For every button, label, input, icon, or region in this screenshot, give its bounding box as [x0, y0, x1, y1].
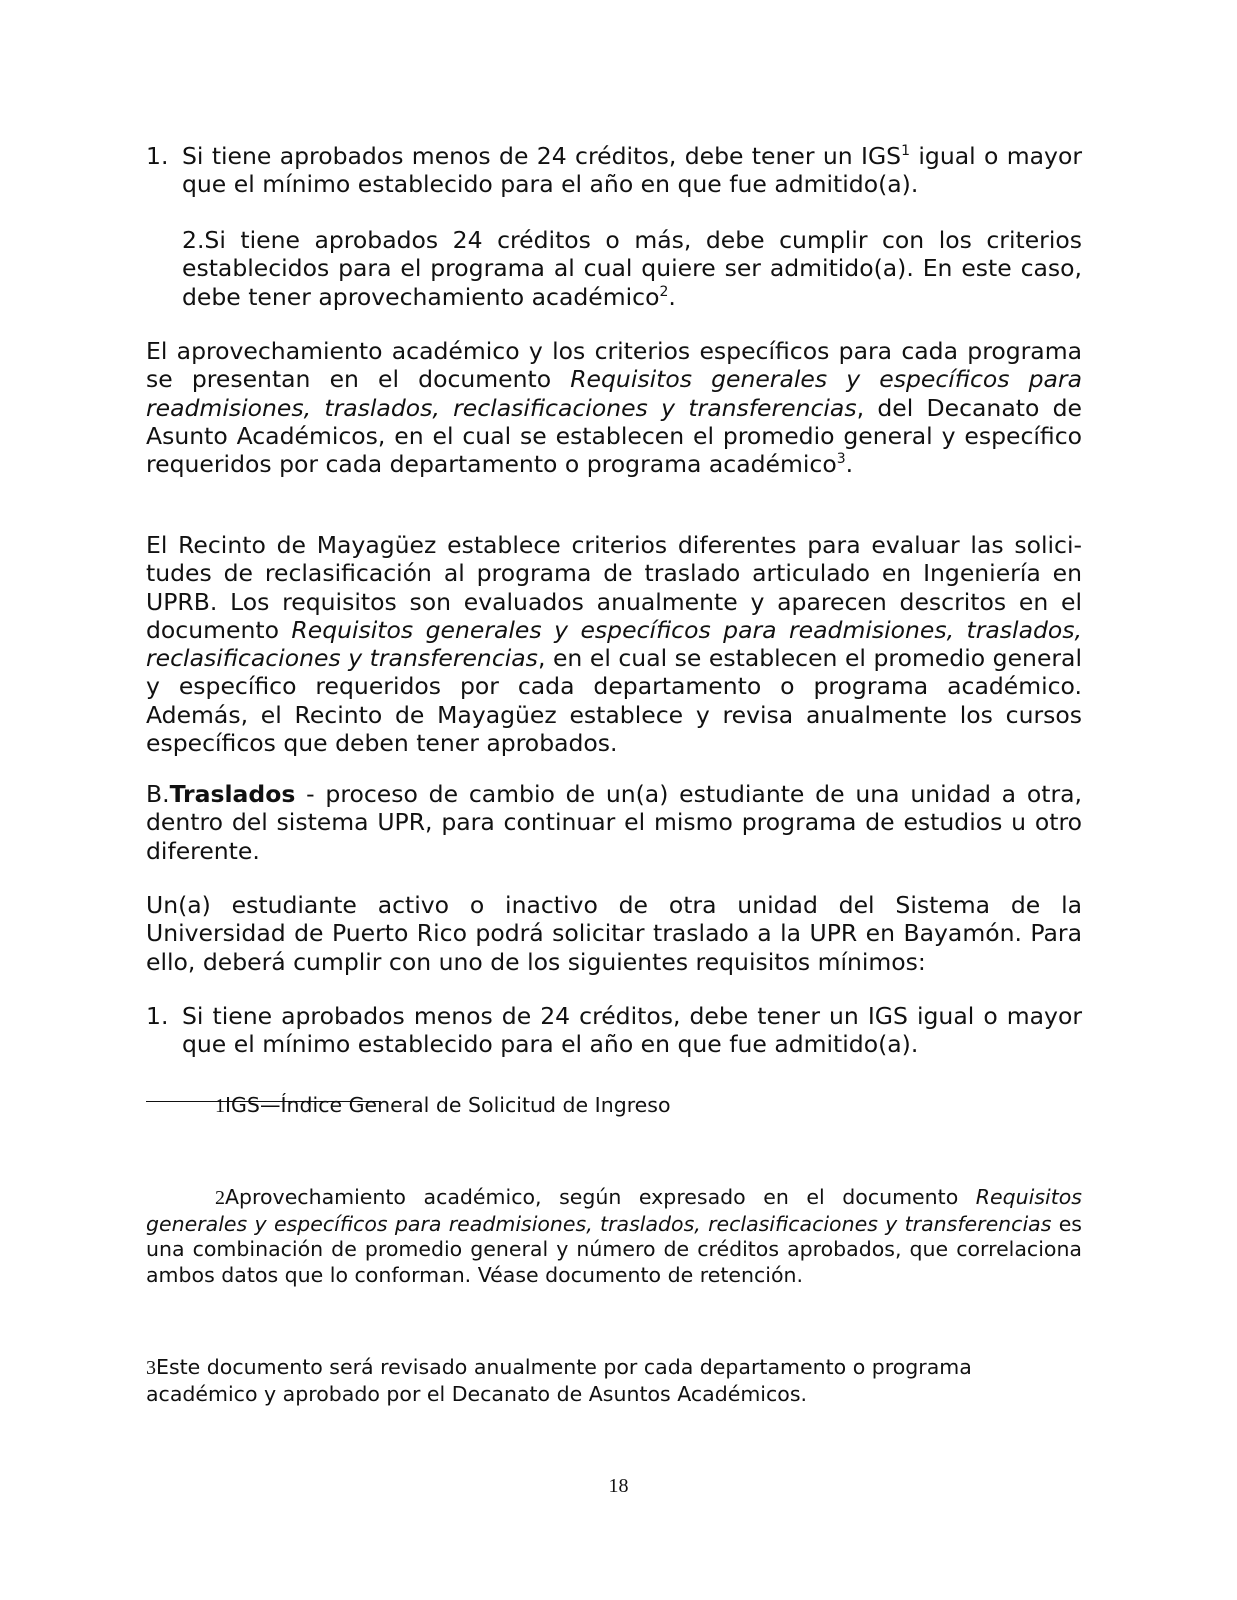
list-item-2: [182, 226, 1082, 311]
list-item-1b: [146, 1002, 1082, 1059]
list-item-1: [146, 142, 1082, 199]
paragraph-text: El Recinto de Mayagüez establece criterios diferentes para evaluar las solicitudes de reclasificación al programa de traslado articulado en Ingeniería en UPRB. Los requisitos son evaluados anualmente y aparecen descritos en el documento: [146, 531, 1082, 644]
list-item-text: Si tiene aprobados menos de 24 créditos, debe tener un IGS igual o mayor que el mínimo establecido para el año en que fue admitido(a).: [182, 1002, 1082, 1059]
list-item-text-part: .: [668, 282, 676, 311]
section-text: - proceso de cambio de un(a) estudiante de una unidad a otra, dentro del sistema UPR, para continuar el mismo programa de estudios u otro diferente.: [146, 780, 1082, 865]
paragraph-text: .: [845, 450, 854, 479]
list-item-text-part: igual o mayor que el mínimo establecido para el año en que fue admitido(a).: [182, 142, 1082, 199]
paragraph-text: , en el cual se establecen el promedio general y específico requeridos por cada departamento o programa académico. Además, el Recinto de Mayagüez establece y revisa anualmente los cursos específicos que deben tener aprobados.: [146, 644, 1082, 758]
list-item-number: 1.: [146, 1002, 169, 1030]
footnote-text: es una combinación de promedio general y número de créditos aprobados, que correlaciona ambos datos que lo conforman. Véase documento de retención.: [146, 1211, 1082, 1287]
footnote-2: [146, 1185, 1082, 1288]
paragraph-text: , del Decanato de Asunto Académicos, en el cual se establecen el promedio general y específico requeridos por cada departamento o programa académico: [146, 393, 1082, 479]
footnote-ref-2: 2: [659, 283, 669, 300]
list-item-text: [182, 142, 1082, 199]
page-number: 18: [608, 1475, 629, 1497]
paragraph-text: Un(a) estudiante activo o inactivo de otra unidad del Sistema de la Universidad de Puerto Rico podrá solicitar traslado a la UPR en Bayamón. Para ello, deberá cumplir con uno de los siguientes requisitos mínimos:: [146, 891, 1082, 976]
paragraph-recinto-mayaguez: [146, 531, 1082, 757]
section-prefix: B.: [146, 780, 170, 808]
paragraph-aprovechamiento: [146, 337, 1082, 478]
paragraph-estudiante: [146, 891, 1082, 976]
list-item-text-part: Si tiene aprobados menos de 24 créditos, debe tener un IGS: [182, 142, 902, 170]
footnote-text: IGS—Índice General de Solicitud de Ingreso: [225, 1093, 671, 1117]
footnote-text: Este documento será revisado anualmente por cada departamento o programa académico y aprobado por el Decanato de Asuntos Académicos.: [146, 1355, 972, 1406]
document-title-italic: Requisitos generales y específicos para readmisiones, traslados, reclasificaciones y transferencias: [146, 1185, 1082, 1236]
document-title-italic: Requisitos generales y específicos para readmisiones, traslados, reclasificaciones y transferencias: [146, 615, 1082, 673]
footnote-ref-3: 3: [836, 451, 846, 468]
footnote-1: [146, 1093, 1082, 1120]
footnote-number: 3: [146, 1357, 156, 1379]
section-traslados: [146, 780, 1082, 865]
footnote-text: Aprovechamiento académico, según expresado en el documento: [225, 1185, 976, 1209]
section-heading: Traslados: [169, 780, 296, 808]
document-title-italic: Requisitos generales y específicos para readmisiones, traslados, reclasificaciones y transferencias: [146, 365, 1082, 422]
paragraph-text: El aprovechamiento académico y los criterios específicos para cada programa se presentan en el documento: [146, 337, 1082, 394]
footnote-number: 2: [215, 1187, 225, 1209]
footnote-number: 1: [215, 1095, 225, 1117]
footnote-3: [146, 1355, 1046, 1407]
footnote-ref-1: 1: [901, 143, 910, 160]
list-item-text-part: 2.Si tiene aprobados 24 créditos o más, debe cumplir con los criterios establecidos para el programa al cual quiere ser admitido(a). En este caso, debe tener aprovechamiento académico: [182, 226, 1082, 311]
list-item-number: 1.: [146, 142, 169, 170]
